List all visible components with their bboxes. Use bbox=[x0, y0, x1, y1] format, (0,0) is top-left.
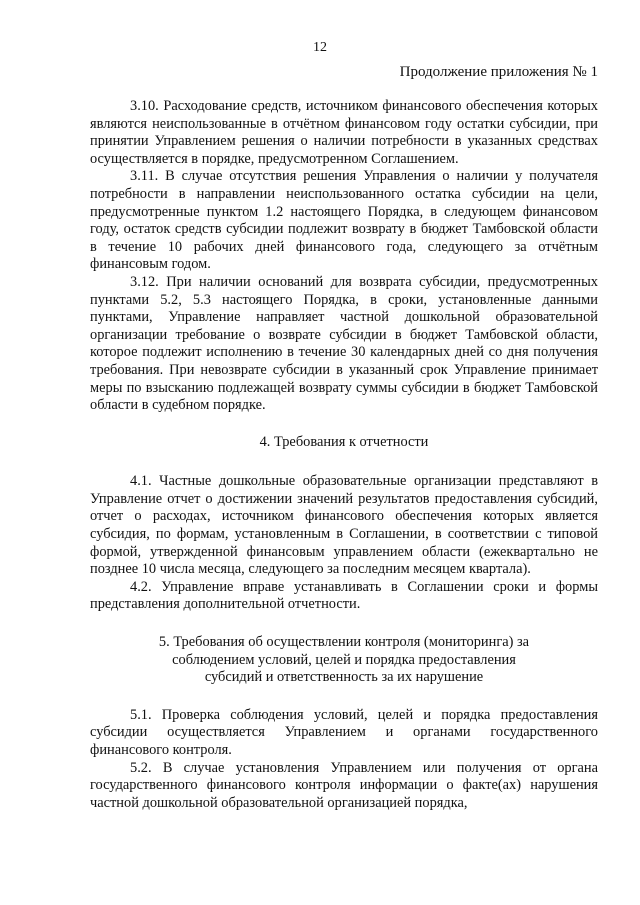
paragraph-4-1: 4.1. Частные дошкольные образовательные организации представляют в Управление отчет о достижении значений результатов предоставления субсидий, отчет о расходах, источником финансового обеспечения которых является субсидия, по формам, установленным в Соглашении, в соответствии с типовой формой, утвержденной финансовым управлением области (ежеквартально не позднее 10 числа месяца, следующего за последним месяцем квартала). bbox=[90, 473, 598, 578]
paragraph-3-11: 3.11. В случае отсутствия решения Управления о наличии у получателя потребности в направлении неиспользованного остатка субсидии на цели, предусмотренные пунктом 1.2 настоящего Порядка, в следующем финансовом году, остаток средств субсидии подлежит возврату в бюджет Тамбовской области в течение 10 рабочих дней финансового года, следующего за отчётным финансовым годом. bbox=[90, 168, 598, 273]
section-heading-5: 5. Требования об осуществлении контроля (мониторинга) за соблюдением условий, целей и порядка предоставления субсидий и ответственность за их нарушение bbox=[158, 634, 530, 686]
appendix-label: Продолжение приложения № 1 bbox=[399, 64, 598, 80]
paragraph-3-10: 3.10. Расходование средств, источником финансового обеспечения которых являются неиспользованные в отчётном финансовом году остатки субсидии, при принятии Управлением решения о наличии потребности в указанных средствах осуществляется в порядке, предусмотренном Соглашением. bbox=[90, 98, 598, 167]
paragraph-3-12: 3.12. При наличии оснований для возврата субсидии, предусмотренных пунктами 5.2, 5.3 настоящего Порядка, в сроки, установленные данными пунктами, Управление направляет частной дошкольной образовательной организации требование о возврате субсидии в бюджет Тамбовской области, которое подлежит исполнению в течение 30 календарных дней со дня получения требования. При невозврате субсидии в указанный срок Управление принимает меры по взысканию подлежащей возврату суммы субсидии в бюджет Тамбовской области в судебном порядке. bbox=[90, 273, 598, 414]
paragraph-5-2: 5.2. В случае установления Управлением или получения от органа государственного финансового контроля информации о факте(ах) нарушения частной дошкольной образовательной организацией порядка, bbox=[90, 759, 598, 811]
page-number: 12 bbox=[313, 40, 327, 55]
section-heading-4: 4. Требования к отчетности bbox=[259, 433, 429, 450]
document-body bbox=[90, 98, 598, 812]
paragraph-5-1: 5.1. Проверка соблюдения условий, целей и порядка предоставления субсидии осуществляется Управлением и органами государственного финансового контроля. bbox=[90, 706, 598, 758]
paragraph-4-2: 4.2. Управление вправе устанавливать в Соглашении сроки и формы представления дополнительной отчетности. bbox=[90, 578, 598, 613]
